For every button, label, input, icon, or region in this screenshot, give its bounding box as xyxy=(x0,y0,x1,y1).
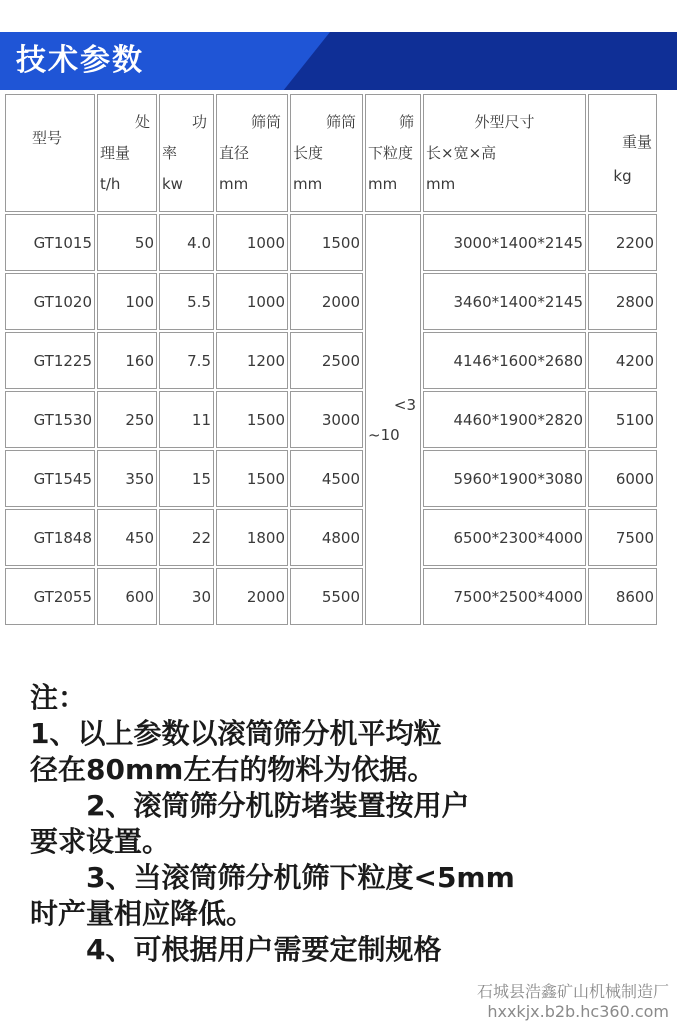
cell-diameter: 1500 xyxy=(216,391,288,448)
note-line: 4、可根据用户需要定制规格 xyxy=(86,933,442,966)
cell-diameter: 1200 xyxy=(216,332,288,389)
table-row xyxy=(5,214,657,271)
watermark-company: 石城县浩鑫矿山机械制造厂 xyxy=(476,982,669,1001)
cell-model: GT1530 xyxy=(5,391,95,448)
cell-capacity: 160 xyxy=(97,332,157,389)
cell-capacity: 450 xyxy=(97,509,157,566)
note-line: 3、当滚筒筛分机筛下粒度<5mm xyxy=(86,861,515,894)
cell-diameter: 2000 xyxy=(216,568,288,625)
table-row xyxy=(5,568,657,625)
cell-dimensions: 3000*1400*2145 xyxy=(423,214,586,271)
cell-power: 5.5 xyxy=(159,273,214,330)
cell-length: 1500 xyxy=(290,214,363,271)
cell-power: 11 xyxy=(159,391,214,448)
header-capacity: 处 理量 t/h xyxy=(97,94,157,212)
cell-weight: 2200 xyxy=(588,214,657,271)
header-drum-diameter: 筛筒 直径 mm xyxy=(216,94,288,212)
note-line: 2、滚筒筛分机防堵装置按用户 xyxy=(86,789,470,822)
cell-dimensions: 4146*1600*2680 xyxy=(423,332,586,389)
cell-power: 15 xyxy=(159,450,214,507)
table-row xyxy=(5,509,657,566)
header-dimensions: 外型尺寸 长×宽×高 mm xyxy=(423,94,586,212)
cell-weight: 6000 xyxy=(588,450,657,507)
cell-model: GT1848 xyxy=(5,509,95,566)
cell-dimensions: 3460*1400*2145 xyxy=(423,273,586,330)
cell-power: 4.0 xyxy=(159,214,214,271)
cell-model: GT1015 xyxy=(5,214,95,271)
header-weight: 重量 kg xyxy=(588,94,657,212)
cell-diameter: 1800 xyxy=(216,509,288,566)
cell-power: 30 xyxy=(159,568,214,625)
cell-diameter: 1000 xyxy=(216,214,288,271)
cell-model: GT1020 xyxy=(5,273,95,330)
cell-weight: 5100 xyxy=(588,391,657,448)
cell-dimensions: 4460*1900*2820 xyxy=(423,391,586,448)
cell-capacity: 50 xyxy=(97,214,157,271)
cell-model: GT1225 xyxy=(5,332,95,389)
cell-length: 2500 xyxy=(290,332,363,389)
cell-dimensions: 7500*2500*4000 xyxy=(423,568,586,625)
table-row xyxy=(5,391,657,448)
note-line: 时产量相应降低。 xyxy=(30,897,255,930)
cell-weight: 7500 xyxy=(588,509,657,566)
cell-dimensions: 5960*1900*3080 xyxy=(423,450,586,507)
cell-weight: 2800 xyxy=(588,273,657,330)
cell-capacity: 250 xyxy=(97,391,157,448)
cell-length: 4500 xyxy=(290,450,363,507)
note-line: 径在80mm左右的物料为依据。 xyxy=(30,753,436,786)
header-power: 功 率 kw xyxy=(159,94,214,212)
cell-length: 4800 xyxy=(290,509,363,566)
cell-diameter: 1500 xyxy=(216,450,288,507)
cell-length: 5500 xyxy=(290,568,363,625)
note-line: 要求设置。 xyxy=(30,825,171,858)
cell-grain-size: <3 ~10 xyxy=(365,214,421,625)
cell-dimensions: 6500*2300*4000 xyxy=(423,509,586,566)
cell-length: 3000 xyxy=(290,391,363,448)
notes-heading: 注： xyxy=(30,681,87,714)
cell-capacity: 350 xyxy=(97,450,157,507)
cell-capacity: 100 xyxy=(97,273,157,330)
spec-table xyxy=(3,92,659,627)
header-grain-size: 筛 下粒度 mm xyxy=(365,94,421,212)
cell-diameter: 1000 xyxy=(216,273,288,330)
cell-length: 2000 xyxy=(290,273,363,330)
table-row xyxy=(5,273,657,330)
note-line: 1、以上参数以滚筒筛分机平均粒 xyxy=(30,717,442,750)
table-row xyxy=(5,450,657,507)
notes-section xyxy=(30,680,660,968)
cell-power: 22 xyxy=(159,509,214,566)
table-row xyxy=(5,332,657,389)
section-banner xyxy=(0,32,677,90)
header-drum-length: 筛筒 长度 mm xyxy=(290,94,363,212)
cell-capacity: 600 xyxy=(97,568,157,625)
section-title: 技术参数 xyxy=(16,43,144,78)
header-model: 型号 xyxy=(5,94,95,212)
cell-power: 7.5 xyxy=(159,332,214,389)
watermark-url: hxxkjx.b2b.hc360.com xyxy=(487,1002,669,1021)
header-row xyxy=(5,94,657,212)
cell-model: GT2055 xyxy=(5,568,95,625)
cell-weight: 4200 xyxy=(588,332,657,389)
cell-weight: 8600 xyxy=(588,568,657,625)
watermark xyxy=(477,982,669,1022)
cell-model: GT1545 xyxy=(5,450,95,507)
